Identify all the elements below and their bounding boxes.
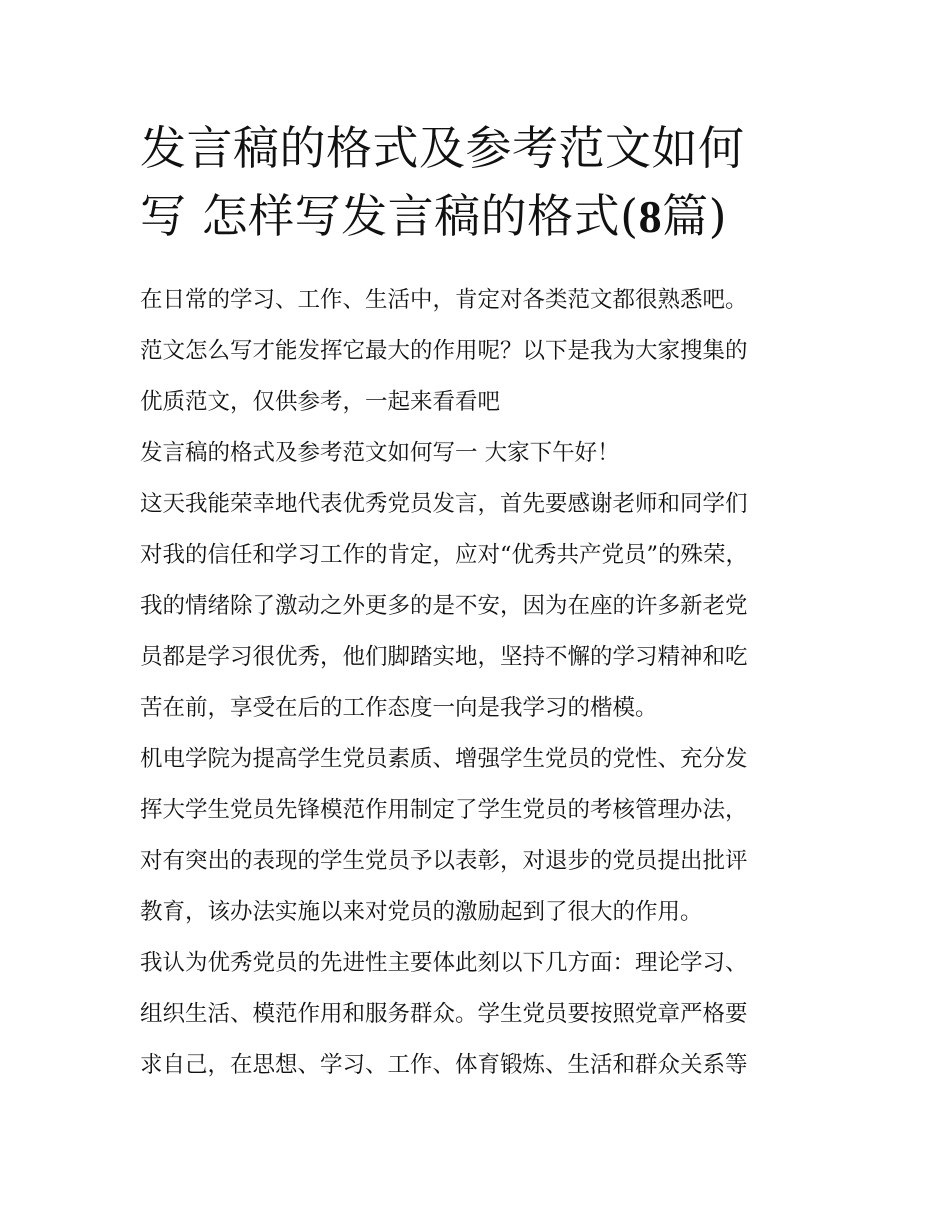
text-line: 组织生活、模范作用和服务群众。学生党员要按照党章严格要 — [140, 1001, 748, 1027]
text-line: 机电学院为提高学生党员素质、增强学生党员的党性、充分发 — [140, 746, 748, 772]
text-line: 苦在前，享受在后的工作态度一向是我学习的楷模。 — [140, 695, 658, 721]
document-body — [140, 275, 830, 1091]
title-line-1: 发言稿的格式及参考范文如何 — [140, 121, 745, 175]
text-line: 教育，该办法实施以来对党员的激励起到了很大的作用。 — [140, 899, 703, 925]
text-line: 挥大学生党员先锋模范作用制定了学生党员的考核管理办法， — [140, 797, 748, 823]
text-line: 在日常的学习、工作、生活中，肯定对各类范文都很熟悉吧。 — [140, 287, 748, 313]
text-line: 对我的信任和学习工作的肯定，应对“优秀共产党员”的殊荣， — [140, 542, 749, 568]
text-line: 发言稿的格式及参考范文如何写一 大家下午好！ — [140, 440, 620, 466]
title-line-2-suffix: 篇) — [662, 189, 728, 243]
text-line: 我的情绪除了激动之外更多的是不安，因为在座的许多新老党 — [140, 593, 748, 619]
text-line: 我认为优秀党员的先进性主要体此刻以下几方面：理论学习、 — [140, 950, 748, 976]
text-line: 对有突出的表现的学生党员予以表彰，对退步的党员提出批评 — [140, 848, 748, 874]
text-line: 范文怎么写才能发挥它最大的作用呢？以下是我为大家搜集的 — [140, 338, 748, 364]
title-line-2-prefix: 写 怎样写发言稿的格式( — [140, 189, 639, 243]
text-line: 员都是学习很优秀，他们脚踏实地，坚持不懈的学习精神和吃 — [140, 644, 748, 670]
title-count: 8 — [638, 191, 663, 242]
text-line: 这天我能荣幸地代表优秀党员发言，首先要感谢老师和同学们 — [140, 491, 748, 517]
title-line-2 — [140, 182, 840, 251]
text-line: 求自己，在思想、学习、工作、体育锻炼、生活和群众关系等 — [140, 1052, 748, 1078]
document-title — [140, 114, 840, 251]
text-line: 优质范文，仅供参考，一起来看看吧 — [140, 389, 501, 415]
